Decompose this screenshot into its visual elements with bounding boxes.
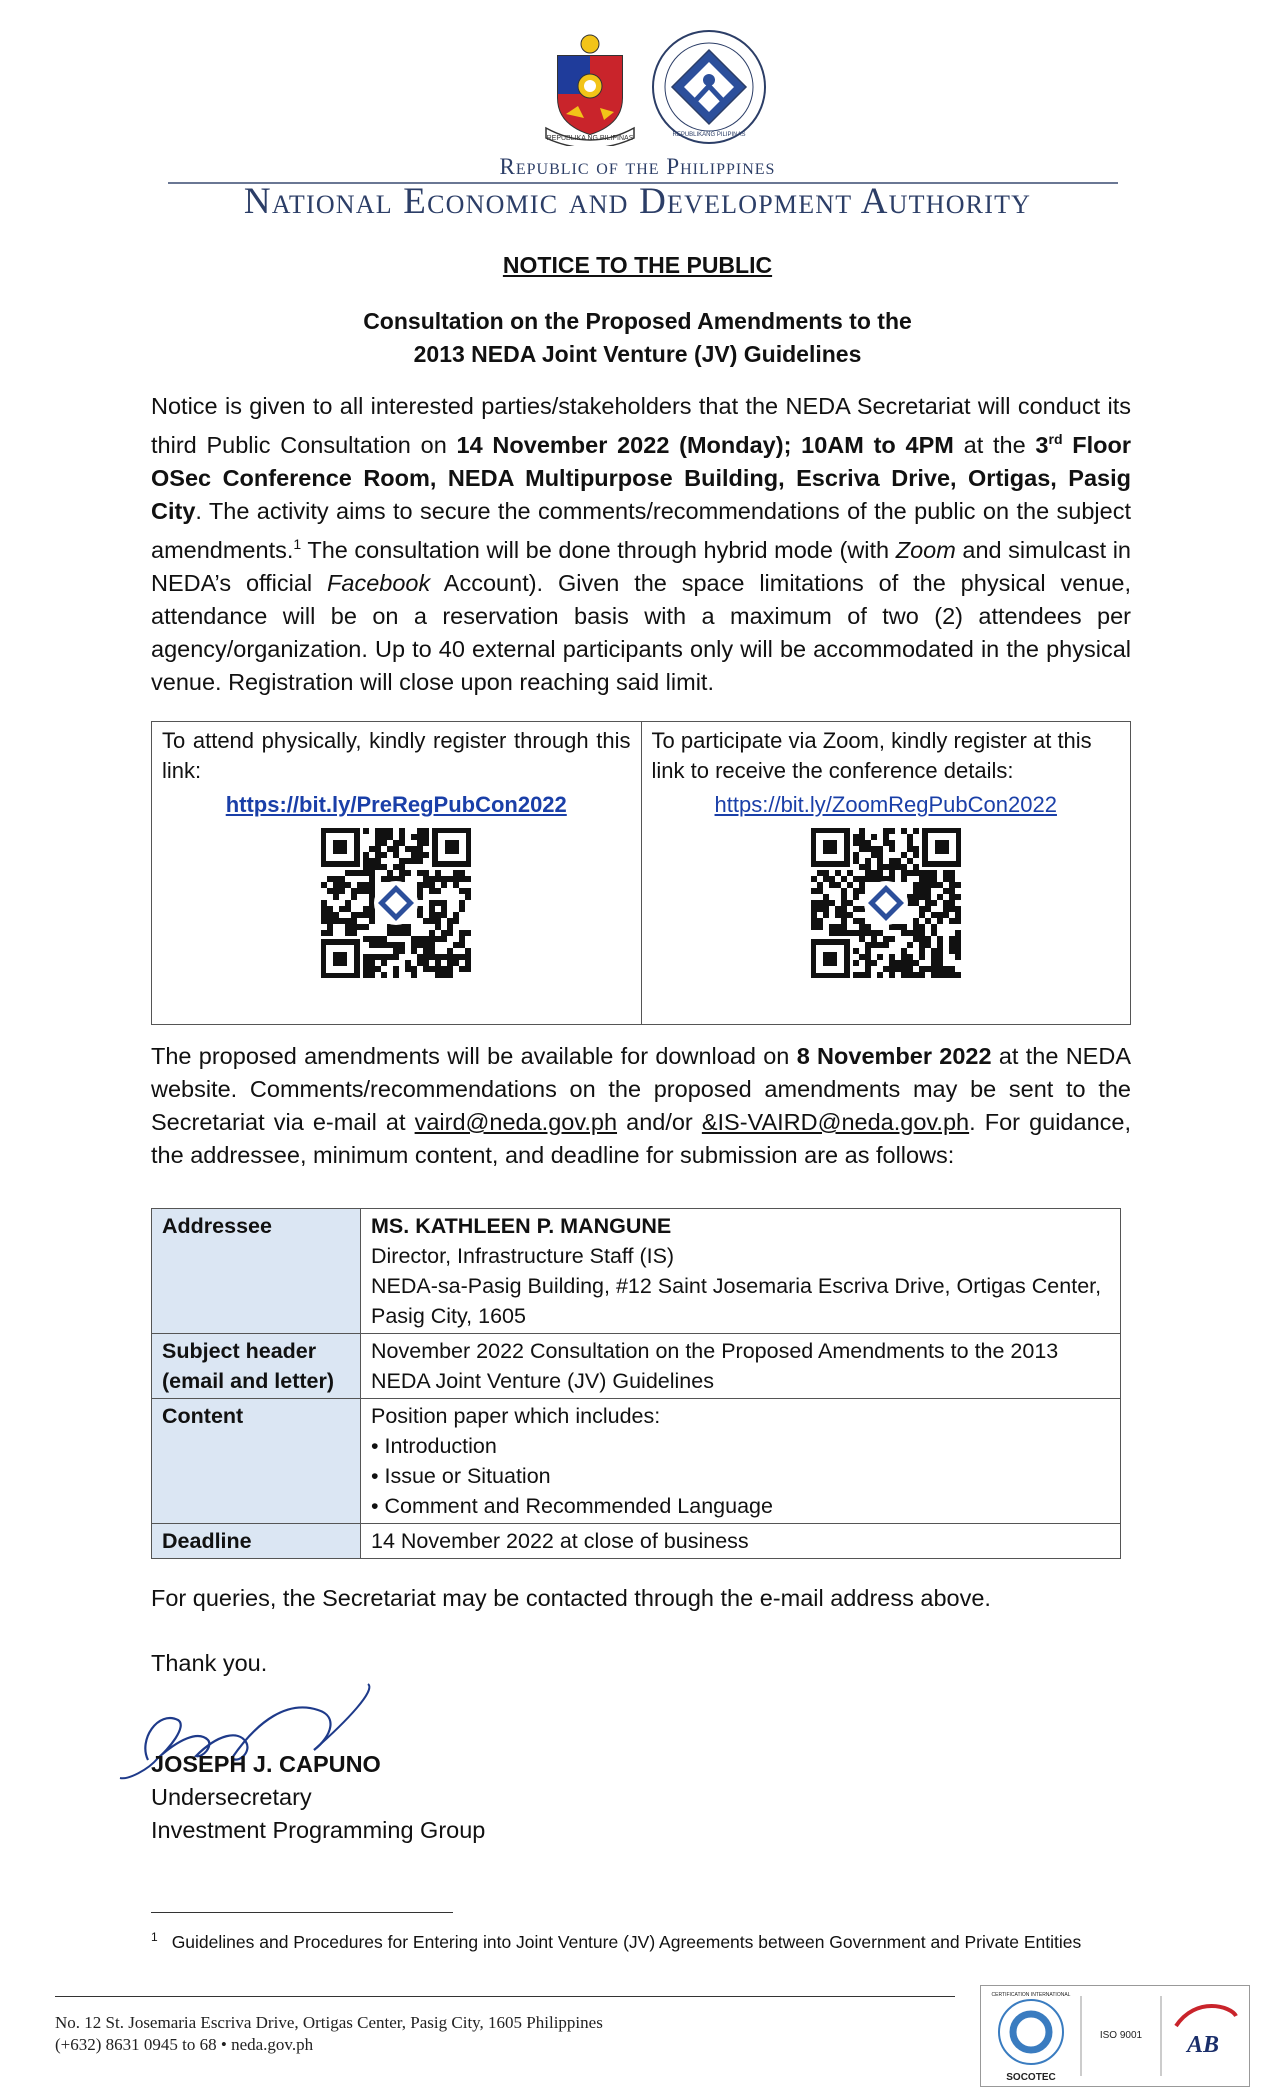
table-row <box>152 1209 1121 1334</box>
thanks-text: Thank you. <box>151 1650 268 1676</box>
addressee-label: Addressee <box>152 1209 361 1334</box>
subject-title <box>0 305 1275 371</box>
notice-title: NOTICE TO THE PUBLIC <box>502 252 773 278</box>
subject-header-value: November 2022 Consultation on the Proposed Amendments to the 2013 NEDA Joint Venture (JV) Guidelines <box>361 1334 1121 1399</box>
socotec-label: SOCOTEC <box>1006 2072 1056 2083</box>
deadline-value: 14 November 2022 at close of business <box>361 1524 1121 1559</box>
zoom-registration-cell <box>641 722 1131 1025</box>
deadline-label: Deadline <box>152 1524 361 1559</box>
table-row <box>152 1399 1121 1524</box>
floor-suffix: rd <box>1048 431 1063 447</box>
content-intro: Position paper which includes: <box>371 1404 661 1428</box>
footnote-reference: 1 <box>293 535 302 552</box>
physical-registration-text: To attend physically, kindly register through this link: <box>162 728 631 783</box>
republic-heading: Republic of the Philippines <box>499 154 776 179</box>
footer-address <box>55 2012 603 2056</box>
footnote-mark: 1 <box>151 1930 158 1944</box>
iso-label: ISO 9001 <box>1099 2030 1143 2041</box>
qr-code-physical-icon <box>321 828 471 978</box>
footer-divider <box>55 1996 955 1997</box>
zoom-registration-text: To participate via Zoom, kindly register at this link to receive the conference details: <box>651 728 1092 783</box>
submission-table <box>151 1208 1121 1559</box>
pab-label: AB <box>1186 2032 1220 2058</box>
addressee-address: NEDA-sa-Pasig Building, #12 Saint Josemaria Escriva Drive, Ortigas Center, Pasig City, 1605 <box>371 1274 1102 1328</box>
footer-address-line: No. 12 St. Josemaria Escriva Drive, Ortigas Center, Pasig City, 1605 Philippines <box>55 2013 603 2032</box>
footnote-text: Guidelines and Procedures for Entering into Joint Venture (JV) Agreements between Government and Private Entities <box>171 1931 1082 1952</box>
qr-code-zoom-icon <box>811 828 961 978</box>
zoom-registration-link[interactable]: https://bit.ly/ZoomRegPubCon2022 <box>714 792 1057 817</box>
para2-text-2: at the NEDA website. Comments/recommendations on the proposed amendments may be sent to the Secretariat via e-mail at <box>151 1043 1131 1135</box>
certification-logos <box>980 1985 1250 2087</box>
physical-registration-cell <box>152 722 642 1025</box>
footnote-divider <box>151 1912 453 1913</box>
physical-registration-link[interactable]: https://bit.ly/PreRegPubCon2022 <box>225 792 567 817</box>
addressee-title: Director, Infrastructure Staff (IS) <box>371 1244 675 1268</box>
signer-title: Undersecretary <box>151 1784 312 1810</box>
list-item: • Comment and Recommended Language <box>371 1494 773 1518</box>
para1-text-5: and simulcast in NEDA’s official <box>151 536 1131 596</box>
authority-heading: National Economic and Development Authority <box>243 181 1032 222</box>
subject-header-label-line2: (email and letter) <box>162 1369 335 1393</box>
seal-text: REPUBLIKA NG PILIPINAS <box>546 135 634 142</box>
subject-title-line2: 2013 NEDA Joint Venture (JV) Guidelines <box>413 341 862 367</box>
subject-header-label-line1: Subject header <box>162 1339 317 1363</box>
neda-seal-text: REPUBLIKANG PILIPINAS <box>672 132 746 138</box>
registration-table <box>151 721 1131 1025</box>
neda-seal-icon <box>650 28 768 146</box>
footer-contact-line: (+632) 8631 0945 to 68 • neda.gov.ph <box>55 2035 314 2054</box>
content-value <box>361 1399 1121 1524</box>
subject-title-line1: Consultation on the Proposed Amendments to the <box>363 308 912 334</box>
socotec-ring-text: CERTIFICATION INTERNATIONAL <box>991 1992 1071 1998</box>
content-label: Content <box>152 1399 361 1524</box>
subject-header-label <box>152 1334 361 1399</box>
addressee-name: MS. KATHLEEN P. MANGUNE <box>371 1214 672 1238</box>
list-item: • Issue or Situation <box>371 1464 551 1488</box>
zoom-word: Zoom <box>895 536 956 563</box>
para1-text-2: at the <box>953 431 1036 458</box>
philippine-seal-icon <box>538 28 642 146</box>
table-row <box>152 1524 1121 1559</box>
email-link-is-vaird[interactable]: &IS-VAIRD@neda.gov.ph <box>701 1109 970 1135</box>
para1-text-1: Notice is given to all interested parties/stakeholders that the NEDA Secretariat will conduct its third Public Consultation on <box>151 393 1131 458</box>
notice-paragraph <box>151 390 1131 699</box>
facebook-word: Facebook <box>327 569 431 596</box>
addressee-value <box>361 1209 1121 1334</box>
para2-text-1: The proposed amendments will be available for download on <box>151 1043 797 1069</box>
signer-name: JOSEPH J. CAPUNO <box>151 1751 381 1777</box>
list-item: • Introduction <box>371 1434 497 1458</box>
download-paragraph <box>151 1040 1131 1172</box>
floor-number: 3 <box>1035 431 1049 458</box>
consultation-date: 14 November 2022 (Monday); 10AM to 4PM <box>456 431 954 458</box>
queries-text: For queries, the Secretariat may be contacted through the e-mail address above. <box>151 1585 991 1611</box>
footnote <box>151 1925 1131 1955</box>
download-date: 8 November 2022 <box>796 1043 992 1069</box>
header-seals <box>0 28 1275 148</box>
para1-text-6: Account). Given the space limitations of the physical venue, attendance will be on a reservation basis with a maximum of two (2) attendees per agency/organization. Up to 40 external participants only will be accommodated in the physical venue. Registration will close upon reaching said limit. <box>151 569 1132 695</box>
table-row <box>152 1334 1121 1399</box>
para2-text-4: . For guidance, the addressee, minimum content, and deadline for submission are as follows: <box>151 1109 1131 1168</box>
venue: Floor OSec Conference Room, NEDA Multipurpose Building, Escriva Drive, Ortigas, Pasig City <box>151 431 1131 524</box>
email-link-vaird[interactable]: vaird@neda.gov.ph <box>414 1109 618 1135</box>
para1-text-3: . The activity aims to secure the comments/recommendations of the public on the subject amendments. <box>151 497 1131 563</box>
para2-text-3: and/or <box>617 1109 702 1135</box>
para1-text-4: The consultation will be done through hybrid mode (with <box>301 536 896 563</box>
signer-group: Investment Programming Group <box>151 1817 486 1843</box>
